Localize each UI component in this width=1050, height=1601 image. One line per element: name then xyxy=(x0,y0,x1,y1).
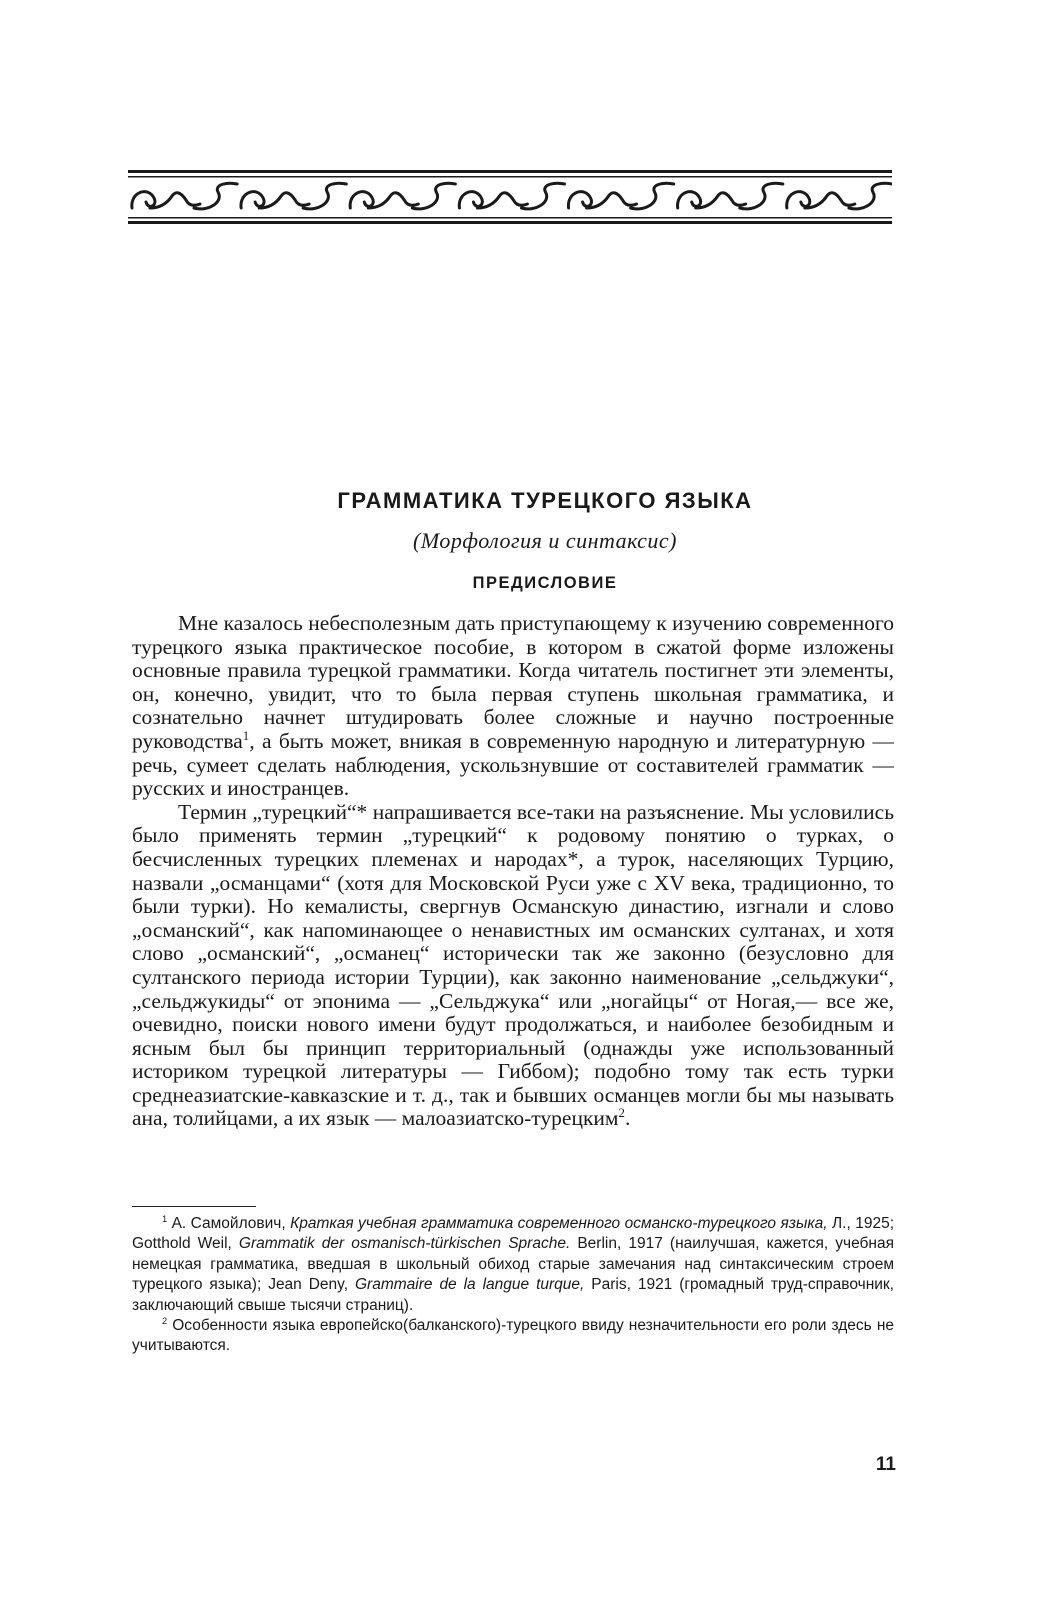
header-ornament xyxy=(128,168,892,230)
page-title: ГРАММАТИКА ТУРЕЦКОГО ЯЗЫКА xyxy=(337,488,753,513)
ornament-bottom-rule-thin xyxy=(128,217,892,219)
footnote-1-text-g: Paris, 1921 (громадный труд-справочник, заключающий свыше тысячи страниц). xyxy=(132,1276,894,1314)
wave-motif xyxy=(241,183,346,209)
body-text xyxy=(132,612,894,1131)
footnote-1-author: А. Самойлович, xyxy=(171,1215,291,1232)
footnote-2-number: 2 xyxy=(162,1315,168,1326)
wave-motif xyxy=(350,183,455,209)
paragraph-1-text-a: Мне казалось небесполезным дать приступающему к изучению современного турецкого языка практическое пособие, в котором в сжатой форме изложены основные правила турецкой грамматики. Когда читатель постигнет эти элементы, он, конечно, увидит, что то была первая ступень школьная грамматика, и сознательно начнет штудировать более сложные и научно построенные руководства xyxy=(132,611,894,753)
paragraph-1-text-b: , а быть может, вникая в современную народную и литературную — речь, сумеет сделать наблюдения, ускользнувшие от составителей грамматик — русских и иностранцев. xyxy=(132,728,894,801)
section-heading: ПРЕДИСЛОВИЕ xyxy=(472,574,618,592)
footnote-1-text-e: Berlin, 1917 (наилучшая, кажется, учебная немецкая грамматика, введшая в школьный обиход старые замечания над синтаксическим строем турецкого языка); Jean Deny, xyxy=(132,1235,894,1294)
ornament-bottom-rule xyxy=(128,221,892,224)
page-subtitle: (Морфология и синтаксис) xyxy=(413,528,677,553)
footnote-ref-2: 2 xyxy=(618,1106,625,1121)
footnotes xyxy=(132,1214,894,1357)
footnote-1-title-de: Grammatik der osmanisch-türkischen Sprache. xyxy=(238,1235,571,1253)
footnote-1-text-c: Л., 1925; Gotthold Weil, xyxy=(132,1215,894,1253)
paragraph-1 xyxy=(132,612,894,801)
ornament-top-rule xyxy=(128,170,892,173)
footnote-ref-1: 1 xyxy=(242,728,250,743)
paragraph-2-text-a: Термин „турецкий“* напрашивается все-таки на разъяснение. Мы условились было применять термин „турецкий“ к родовому понятию о турках, о бесчисленных турецких племенах и народах*, а турок, населяющих Турцию, назвали „османцами“ (хотя для Московской Руси уже с XV века, традиционно, то были турки). Но кемалисты, свергнув Османскую династию, изгнали и слово „османский“, как напоминающее о ненавистных им османских султанах, и хотя слово „османский“, „османец“ исторически так же законно (безусловно для султанского периода истории Турции), как законно наименование „сельджуки“, „сельджукиды“ от эпонима — „Сельджука“ или „ногайцы“ от Ногая,— все же, очевидно, поиски нового имени будут продолжаться, и наиболее безобидным и ясным был бы принцип территориальный (однажды уже использованный историком турецкой литературы — Гиббом); подобно тому так есть турки среднеазиатские-кавказские и т. д., так и бывших османцев могли бы мы называть ана, толийцами, а их язык — малоазиатско-турецким xyxy=(132,799,894,1131)
footnote-2 xyxy=(132,1316,894,1357)
paragraph-2-text-b: . xyxy=(624,1106,631,1131)
wave-scroll-border-icon xyxy=(132,183,892,209)
footnote-1-title-ru: Краткая учебная грамматика современного османско-турецкого языка, xyxy=(290,1215,828,1232)
ornament-top-rule-thin xyxy=(128,176,892,178)
footnote-1-number: 1 xyxy=(162,1213,168,1224)
paragraph-2 xyxy=(132,801,894,1131)
footnote-1-title-fr: Grammaire de la langue turque, xyxy=(355,1276,585,1294)
wave-motif xyxy=(787,183,892,209)
footnote-divider xyxy=(132,1206,256,1207)
wave-motif xyxy=(459,183,564,209)
wave-motif xyxy=(568,183,673,209)
footnote-2-text: Особенности языка европейско(балканского)-турецкого ввиду незначительности его роли здесь не учитываются. xyxy=(132,1317,894,1355)
wave-motif xyxy=(678,183,783,209)
footnote-1 xyxy=(132,1214,894,1316)
page-number: 11 xyxy=(875,1454,896,1475)
wave-motif xyxy=(132,183,237,209)
